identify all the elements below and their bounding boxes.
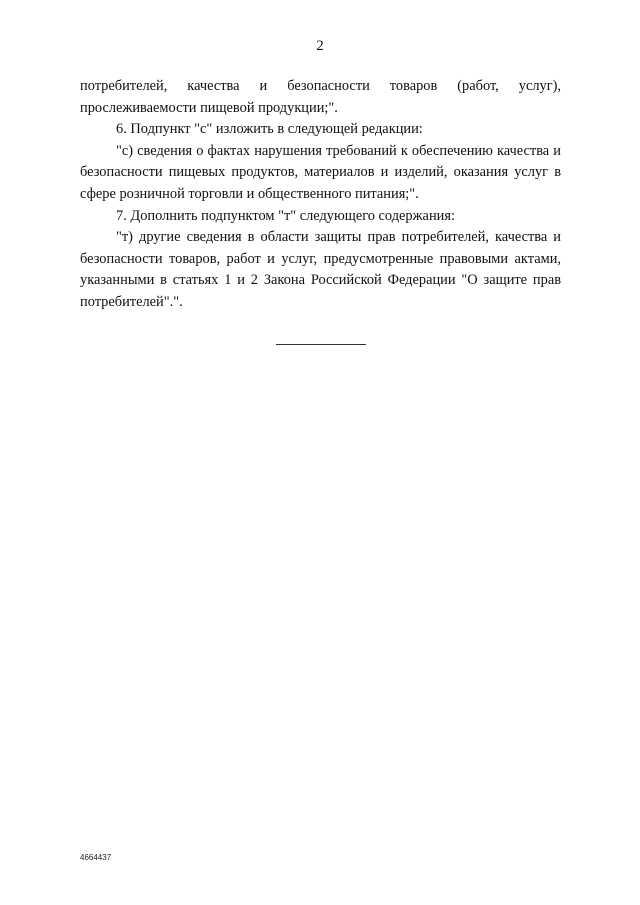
closing-rule — [276, 344, 366, 345]
paragraph-continuation-line: потребителей, качества и безопасности товаров (работ, услуг), — [80, 78, 561, 94]
page-number: 2 — [316, 38, 324, 54]
paragraph-continuation-end: прослеживаемости пищевой продукции;". — [80, 99, 338, 116]
document-id: 4664437 — [80, 853, 112, 862]
paragraph-subitem-s: "с) сведения о фактах нарушения требований к обеспечению качества и безопасности пищевых продуктов, материалов и изделий, оказания услуг в сфере розничной торговли и общественного питания;". — [80, 142, 561, 202]
paragraph-subitem-t: "т) другие сведения в области защиты прав потребителей, качества и безопасности товаров, работ и услуг, предусмотренные правовыми актами, указанными в статьях 1 и 2 Закона Российской Федерации "О защите прав потребителей".". — [80, 229, 561, 310]
paragraph-item-7: 7. Дополнить подпунктом "т" следующего содержания: — [116, 207, 455, 224]
document-body — [80, 76, 561, 314]
paragraph-item-6: 6. Подпункт "с" изложить в следующей редакции: — [116, 121, 423, 138]
